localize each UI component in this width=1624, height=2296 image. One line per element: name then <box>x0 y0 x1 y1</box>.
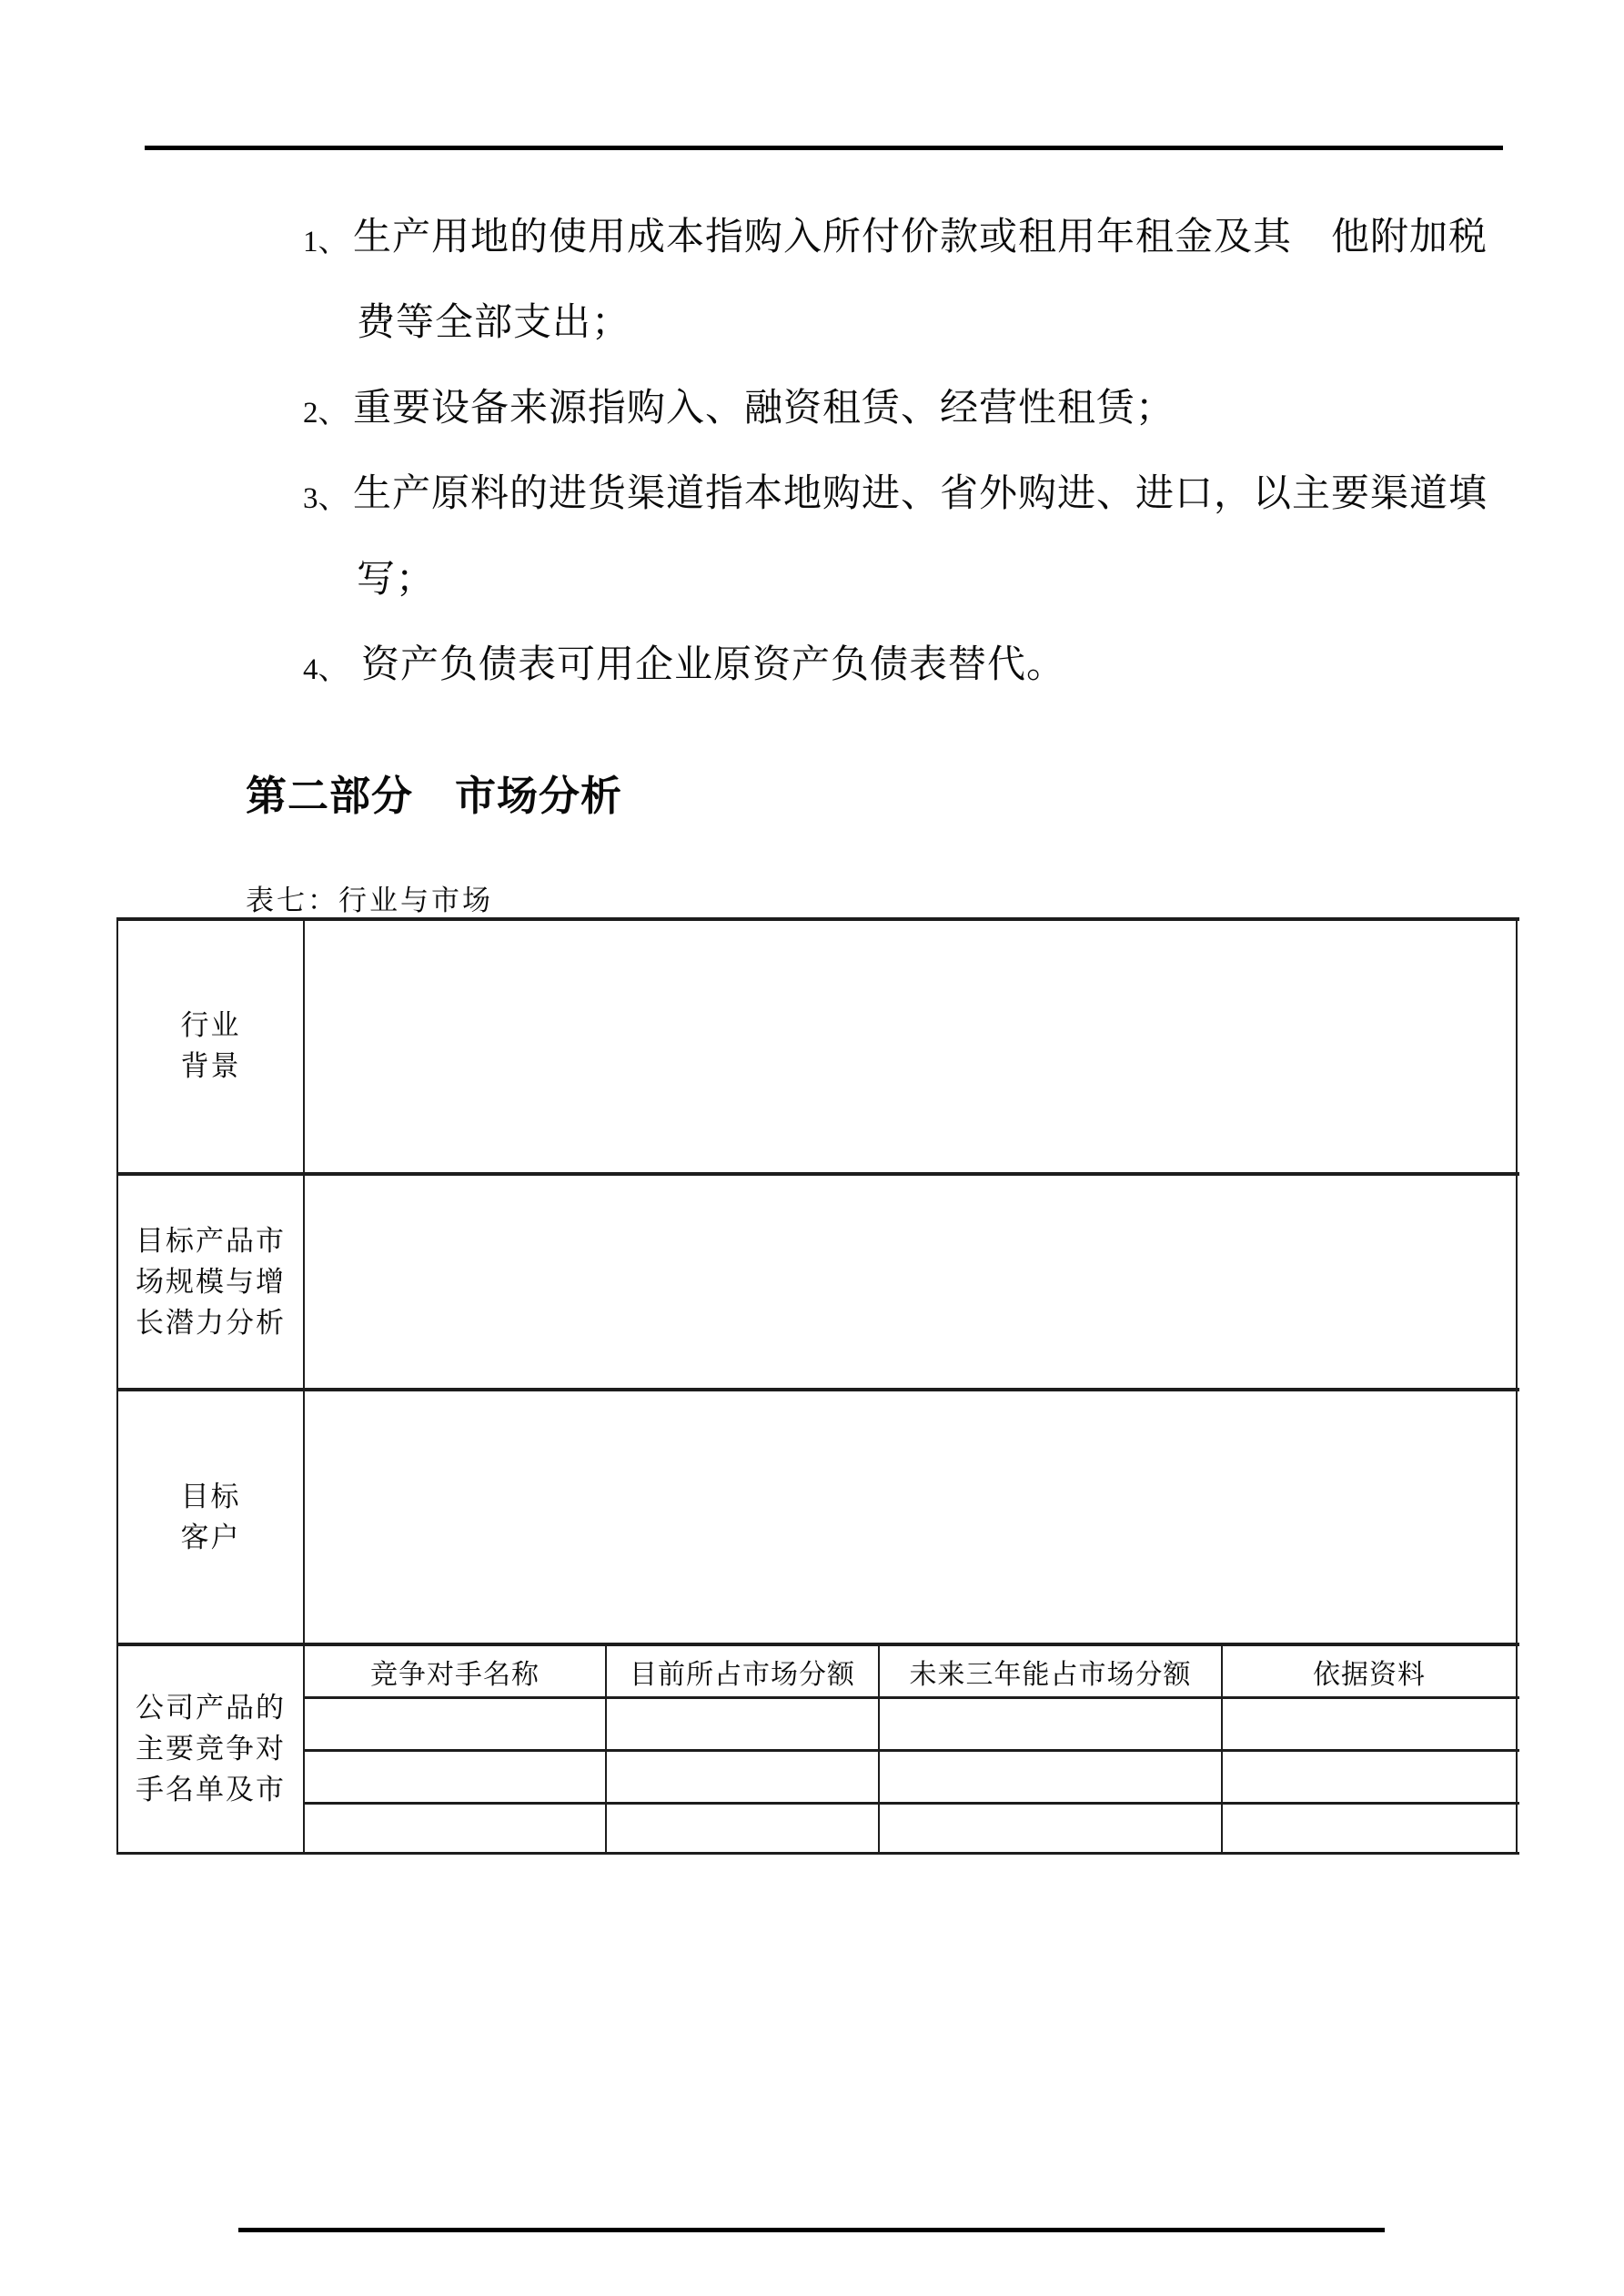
competitor-cell-r2-future-share[interactable] <box>880 1752 1221 1802</box>
note-4-number: 4、 <box>303 653 348 686</box>
competitor-cell-r1-name[interactable] <box>305 1699 605 1749</box>
section-heading: 第二部分 市场分析 <box>246 774 623 819</box>
competitor-header-evidence: 依据资料 <box>1313 1659 1426 1690</box>
row-label-target-customers: 目标 客户 <box>180 1481 241 1553</box>
note-1-line-2: 费等全部支出； <box>357 302 631 344</box>
competitor-cell-r2-current-share[interactable] <box>607 1752 878 1802</box>
table-caption: 表七：行业与市场 <box>246 885 493 916</box>
row-label-main-competitors: 公司产品的 主要竞争对 手名单及市 <box>136 1692 286 1805</box>
note-3-line-2: 写； <box>357 559 436 601</box>
competitor-cell-r3-current-share[interactable] <box>607 1805 878 1852</box>
note-1-number: 1、 <box>303 226 348 258</box>
note-3-number: 3、 <box>303 482 348 515</box>
competitor-cell-r1-current-share[interactable] <box>607 1699 878 1749</box>
note-2-number: 2、 <box>303 397 348 430</box>
competitor-cell-r3-future-share[interactable] <box>880 1805 1221 1852</box>
competitor-cell-r1-evidence[interactable] <box>1223 1699 1516 1749</box>
competitor-header-current-share: 目前所占市场分额 <box>630 1659 855 1690</box>
competitor-cell-r2-name[interactable] <box>305 1752 605 1802</box>
table-border-bottom <box>116 1852 1519 1855</box>
market-size-analysis-cell[interactable] <box>305 1176 1516 1388</box>
row-label-industry-background: 行业 背景 <box>180 1009 241 1082</box>
table-border-right <box>1516 917 1518 1855</box>
bottom-rule <box>238 2228 1385 2232</box>
top-rule <box>145 146 1503 150</box>
competitor-cell-r3-name[interactable] <box>305 1805 605 1852</box>
competitor-cell-r1-future-share[interactable] <box>880 1699 1221 1749</box>
industry-background-cell[interactable] <box>305 921 1516 1172</box>
row-label-market-size-analysis: 目标产品市 场规模与增 长潜力分析 <box>136 1225 286 1339</box>
competitor-cell-r2-evidence[interactable] <box>1223 1752 1516 1802</box>
competitor-cell-r3-evidence[interactable] <box>1223 1805 1516 1852</box>
note-2-line-1: 重要设备来源指购入、融资租赁、经营性租赁； <box>353 388 1175 430</box>
note-1-line-1: 生产用地的使用成本指购入所付价款或租用年租金及其 他附加税 <box>353 217 1488 258</box>
note-3-line-1: 生产原料的进货渠道指本地购进、省外购进、进口，以主要渠道填 <box>353 473 1488 515</box>
competitor-header-future-share: 未来三年能占市场分额 <box>909 1659 1192 1690</box>
competitor-header-name: 竞争对手名称 <box>370 1659 540 1690</box>
note-4-line-1: 资产负债表可用企业原资产负债表替代。 <box>361 644 1066 686</box>
target-customers-cell[interactable] <box>305 1391 1516 1643</box>
